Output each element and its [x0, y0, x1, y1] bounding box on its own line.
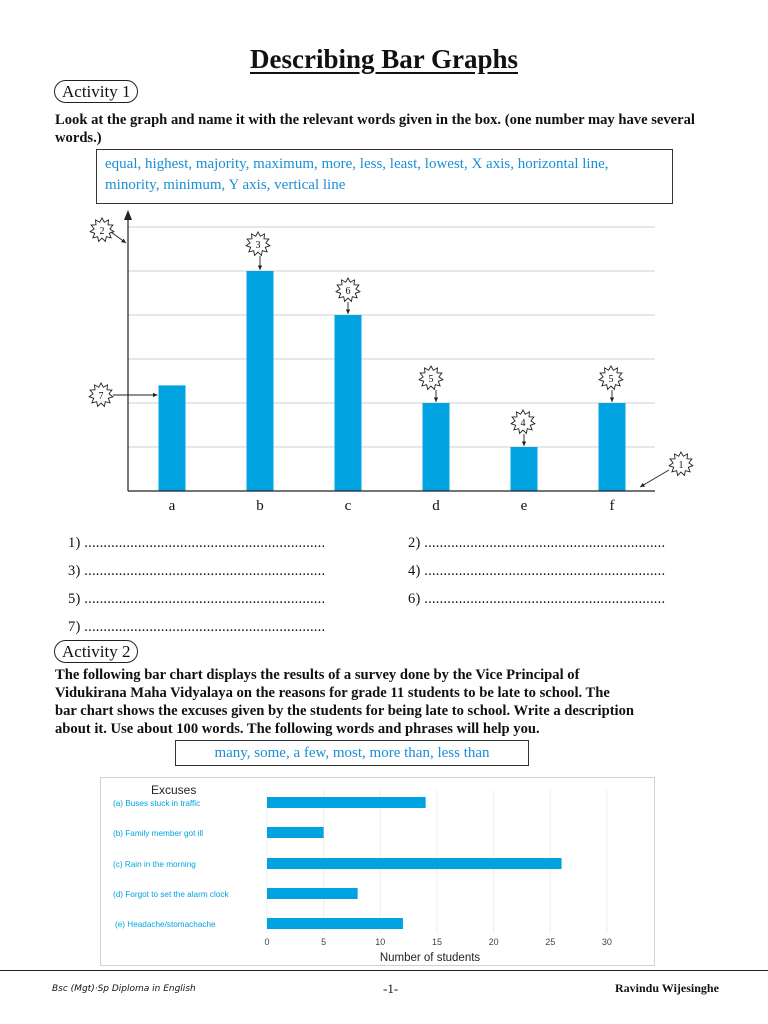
bar-b [247, 271, 274, 491]
activity-2-bar-chart [100, 777, 655, 966]
answer-line-7[interactable]: 7) ............................................................... [68, 619, 326, 635]
callout-badge-1 [669, 452, 693, 476]
x-tick-label: 5 [321, 937, 327, 947]
svg-text:3: 3 [255, 240, 261, 251]
answer-line-2[interactable]: 2) ............................................................... [408, 535, 666, 551]
x-tick-label: 30 [601, 937, 612, 947]
footer-author: Ravindu Wijesinghe [615, 981, 719, 995]
instruction-line: about it. Use about 100 words. The following words and phrases will help you. [55, 721, 540, 737]
svg-text:1: 1 [678, 460, 684, 471]
callout-arrow [346, 302, 350, 314]
activity-1-bar-chart [0, 205, 768, 525]
bar-c [335, 315, 362, 491]
x-axis-label: Number of students [379, 952, 481, 964]
activity-1-label: Activity 1 [54, 80, 138, 103]
x-tick-label: a [168, 498, 176, 514]
callout-badge-5 [599, 366, 623, 390]
category-label: (d) Forgot to set the alarm clock [113, 890, 229, 899]
bar-excuse-b [267, 827, 324, 838]
word-box-line-2: minority, minimum, Y axis, vertical line [105, 177, 346, 193]
word-box [96, 149, 673, 204]
x-tick-label: d [432, 498, 440, 514]
instruction-line: bar chart shows the excuses given by the students for being late to school. Write a description [55, 703, 635, 719]
callout-arrow [113, 393, 158, 397]
category-label: (a) Buses stuck in traffic [113, 799, 201, 808]
x-tick-label: 0 [264, 937, 270, 947]
activity-2-instruction [55, 666, 755, 738]
answer-line-1[interactable]: 1) ............................................................... [68, 535, 326, 551]
footer-course: Bsc (Mgt)·Sp Diploma in English [52, 984, 196, 994]
callout-arrow [610, 390, 614, 402]
callout-arrow [434, 390, 438, 402]
callout-badge-5 [419, 366, 443, 390]
answer-line-5[interactable]: 5) ............................................................... [68, 591, 326, 607]
svg-text:4: 4 [520, 418, 526, 429]
callout-badge-6 [336, 278, 360, 302]
bar-excuse-a [267, 797, 426, 808]
answer-line-6[interactable]: 6) ............................................................... [408, 591, 666, 607]
callout-badge-3 [246, 232, 270, 256]
answer-line-4[interactable]: 4) ............................................................... [408, 563, 666, 579]
page-title: Describing Bar Graphs [249, 44, 519, 74]
x-tick-label: 25 [545, 937, 556, 947]
bar-a [159, 385, 186, 491]
bar-excuse-c [267, 858, 562, 869]
callout-arrow [258, 256, 262, 270]
svg-text:5: 5 [428, 374, 434, 385]
instruction-line: The following bar chart displays the results of a survey done by the Vice Principal of [55, 667, 580, 683]
phrase-box: many, some, a few, most, more than, less than [175, 740, 529, 766]
x-tick-label: b [256, 498, 264, 514]
answer-line-3[interactable]: 3) ............................................................... [68, 563, 326, 579]
instruction-line: Vidukirana Maha Vidyalaya on the reasons for grade 11 students to be late to school. The [55, 685, 610, 701]
x-tick-label: 15 [431, 937, 442, 947]
svg-text:2: 2 [99, 226, 105, 237]
bar-excuse-d [267, 888, 358, 899]
callout-badge-4 [511, 410, 535, 434]
category-label: (c) Rain in the morning [113, 860, 196, 869]
footer-page-number: -1- [383, 981, 399, 996]
callout-arrow [522, 434, 526, 446]
callout-badge-2 [90, 218, 114, 242]
callout-arrow [640, 470, 669, 487]
bar-e [511, 447, 538, 491]
x-tick-label: 20 [488, 937, 499, 947]
x-tick-label: 10 [375, 937, 386, 947]
footer-rule [0, 970, 768, 971]
category-label: (e) Headache/stomachache [115, 920, 216, 929]
svg-text:6: 6 [345, 286, 351, 297]
activity-2-label: Activity 2 [54, 640, 138, 663]
x-tick-label: c [344, 498, 352, 514]
svg-text:5: 5 [608, 374, 614, 385]
y-axis-arrowhead [124, 210, 132, 220]
category-label: (b) Family member got ill [113, 829, 204, 838]
callout-badge-7 [89, 383, 113, 407]
svg-text:7: 7 [98, 391, 104, 402]
word-box-line-1: equal, highest, majority, maximum, more, less, least, lowest, X axis, horizontal line, [105, 156, 609, 172]
bar-f [599, 403, 626, 491]
x-tick-label: f [609, 498, 615, 514]
bar-d [423, 403, 450, 491]
activity-1-instruction: Look at the graph and name it with the relevant words given in the box. (one number may have several words.) [55, 112, 695, 146]
bar-excuse-e [267, 918, 403, 929]
chart-title: Excuses [151, 783, 197, 797]
callout-arrow [111, 232, 126, 243]
x-tick-label: e [520, 498, 528, 514]
